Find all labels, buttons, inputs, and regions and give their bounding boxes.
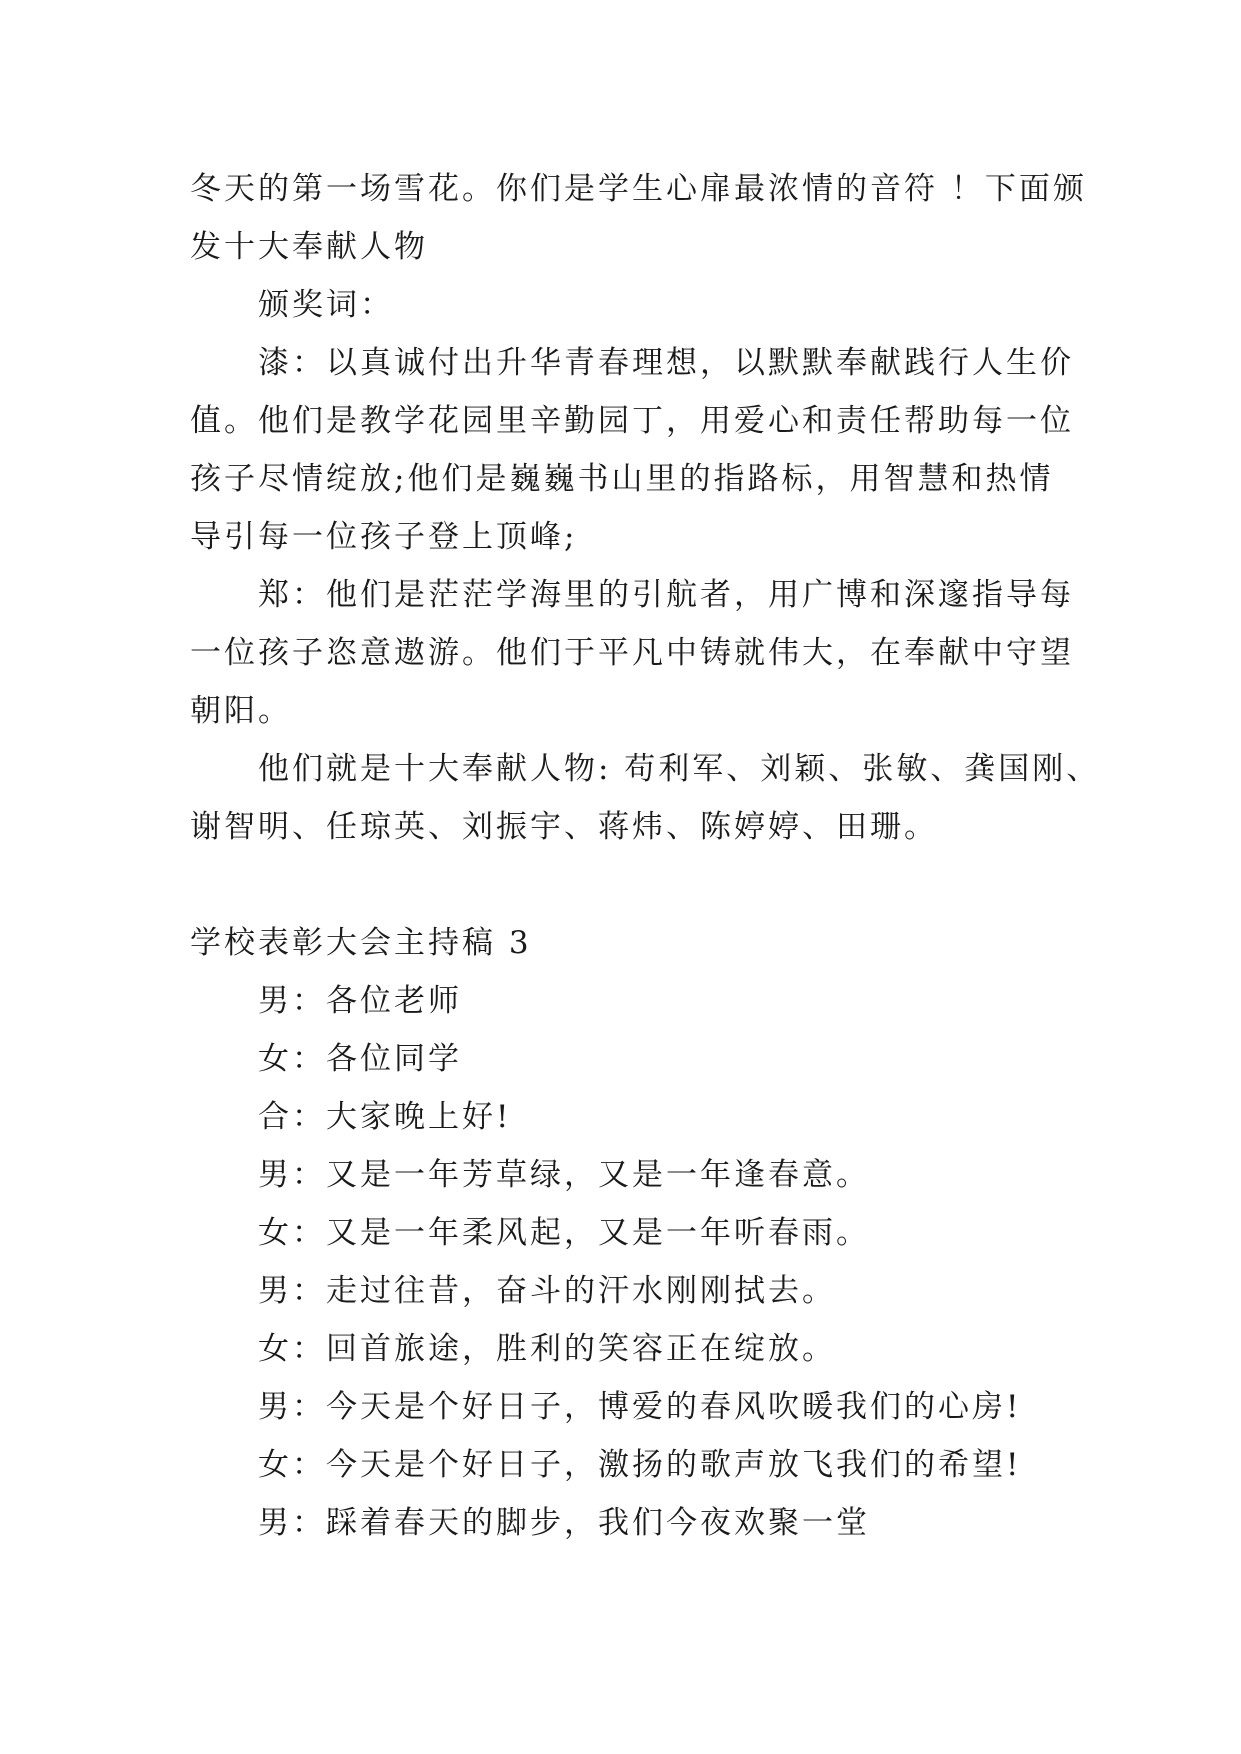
dialogue-list [190, 972, 1060, 1552]
paragraph-names-line-2: 谢智明、任琼英、刘振宇、蒋炜、陈婷婷、田珊。 [190, 809, 938, 845]
dialogue-line: 男：走过往昔，奋斗的汗水刚刚拭去。 [258, 1273, 836, 1309]
paragraph-zheng-line-2: 一位孩子恣意遨游。他们于平凡中铸就伟大，在奉献中守望 [190, 635, 1074, 671]
paragraph-zheng-line-1: 郑：他们是茫茫学海里的引航者，用广博和深邃指导每 [258, 577, 1074, 613]
dialogue-line: 男：踩着春天的脚步，我们今夜欢聚一堂 [258, 1505, 870, 1541]
intro-line-2: 发十大奉献人物 [190, 229, 428, 265]
paragraph-names-line-1: 他们就是十大奉献人物: 苟利军、刘颖、张敏、龚国刚、 [258, 751, 1101, 787]
dialogue-line: 女：各位同学 [258, 1041, 462, 1077]
paragraph-zheng-line-3: 朝阳。 [190, 693, 292, 729]
section-spacer [190, 856, 1060, 914]
paragraph-zheng [190, 566, 1074, 740]
section-title: 学校表彰大会主持稿 3 [190, 925, 532, 961]
document-body [190, 160, 1101, 1552]
dialogue-line: 男：又是一年芳草绿，又是一年逢春意。 [258, 1157, 870, 1193]
paragraph-qi-line-4: 导引每一位孩子登上顶峰; [190, 519, 578, 555]
intro-paragraph [190, 160, 1087, 276]
paragraph-names [190, 740, 1101, 856]
paragraph-qi-line-1: 漆：以真诚付出升华青春理想，以默默奉献践行人生价 [258, 345, 1074, 381]
dialogue-line: 女：今天是个好日子，激扬的歌声放飞我们的希望! [258, 1447, 1022, 1483]
dialogue-line: 女：回首旅途，胜利的笑容正在绽放。 [258, 1331, 836, 1367]
dialogue-line: 女：又是一年柔风起，又是一年听春雨。 [258, 1215, 870, 1251]
award-label: 颁奖词： [258, 287, 394, 323]
dialogue-line: 男：各位老师 [258, 983, 462, 1019]
paragraph-qi [190, 334, 1074, 566]
paragraph-qi-line-3: 孩子尽情绽放;他们是巍巍书山里的指路标，用智慧和热情 [190, 461, 1054, 497]
dialogue-line: 男：今天是个好日子，博爱的春风吹暖我们的心房! [258, 1389, 1022, 1425]
dialogue-line: 合：大家晚上好! [258, 1099, 512, 1135]
intro-line-1: 冬天的第一场雪花。你们是学生心扉最浓情的音符 ！下面颁 [190, 171, 1087, 207]
paragraph-qi-line-2: 值。他们是教学花园里辛勤园丁，用爱心和责任帮助每一位 [190, 403, 1074, 439]
